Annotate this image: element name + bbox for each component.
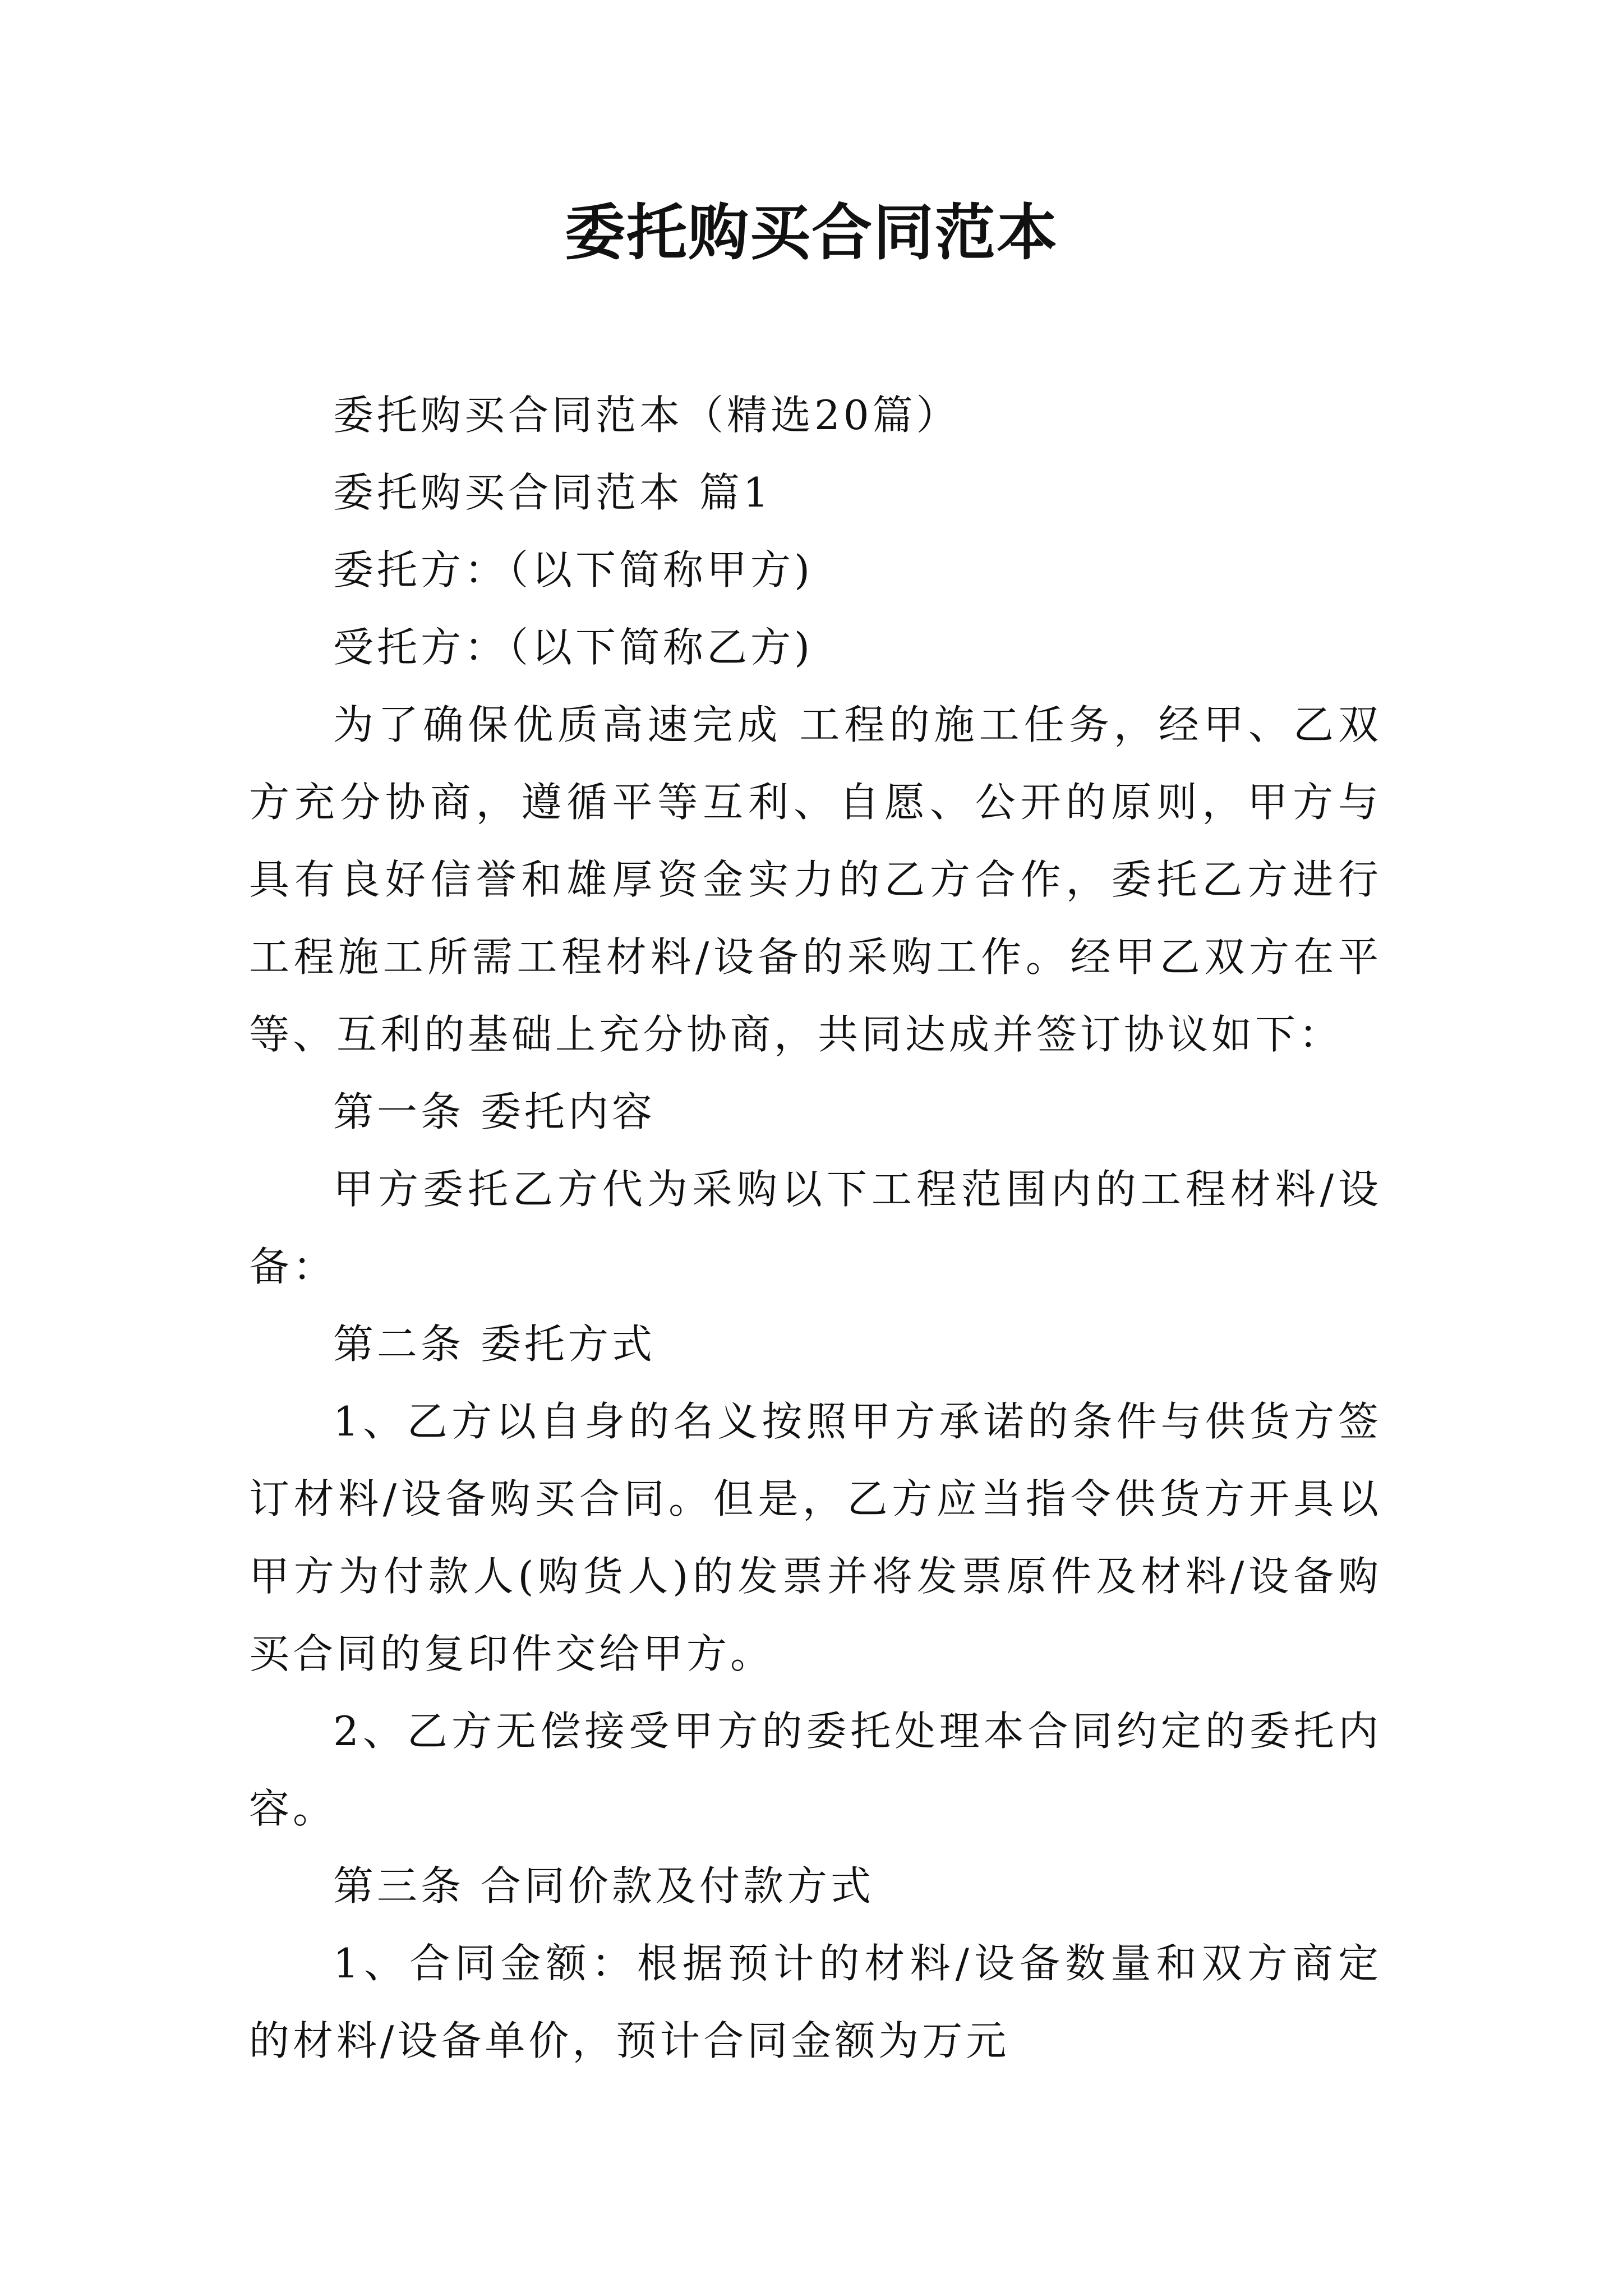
article-3-heading: 第三条 合同价款及付款方式: [333, 1862, 874, 1910]
paragraph-section-heading: 委托购买合同范本 篇1: [333, 469, 772, 516]
paragraph-party-b: 受托方：（以下简称乙方): [333, 624, 814, 671]
article-2-clause-2: 2、乙方无偿接受甲方的委托处理本合同约定的委托内容。: [249, 1708, 1382, 1832]
paragraph-preamble: 为了确保优质高速完成 工程的施工任务，经甲、乙双方充分协商，遵循平等互利、自愿、公开的原则，甲方与具有良好信誉和雄厚资金实力的乙方合作，委托乙方进行工程施工所需工程材料/设备的采购工作。经甲乙双方在平等、互利的基础上充分协商，共同达成并签订协议如下：: [249, 701, 1382, 1058]
article-3-clause-1: 1、合同金额：根据预计的材料/设备数量和双方商定的材料/设备单价，预计合同金额为万元: [249, 1940, 1382, 2064]
paragraph-party-a: 委托方：（以下简称甲方): [333, 546, 814, 593]
document-body: [249, 376, 1382, 2079]
article-1-heading: 第一条 委托内容: [333, 1088, 656, 1135]
paragraph-subtitle: 委托购买合同范本（精选20篇）: [333, 392, 960, 439]
article-2-clause-1: 1、乙方以自身的名义按照甲方承诺的条件与供货方签订材料/设备购买合同。但是，乙方应当指令供货方开具以甲方为付款人(购货人)的发票并将发票原件及材料/设备购买合同的复印件交给甲方。: [249, 1398, 1382, 1677]
article-1-text: 甲方委托乙方代为采购以下工程范围内的工程材料/设备：: [249, 1166, 1382, 1290]
document-title: 委托购买合同范本: [564, 197, 1058, 268]
article-2-heading: 第二条 委托方式: [333, 1320, 656, 1368]
